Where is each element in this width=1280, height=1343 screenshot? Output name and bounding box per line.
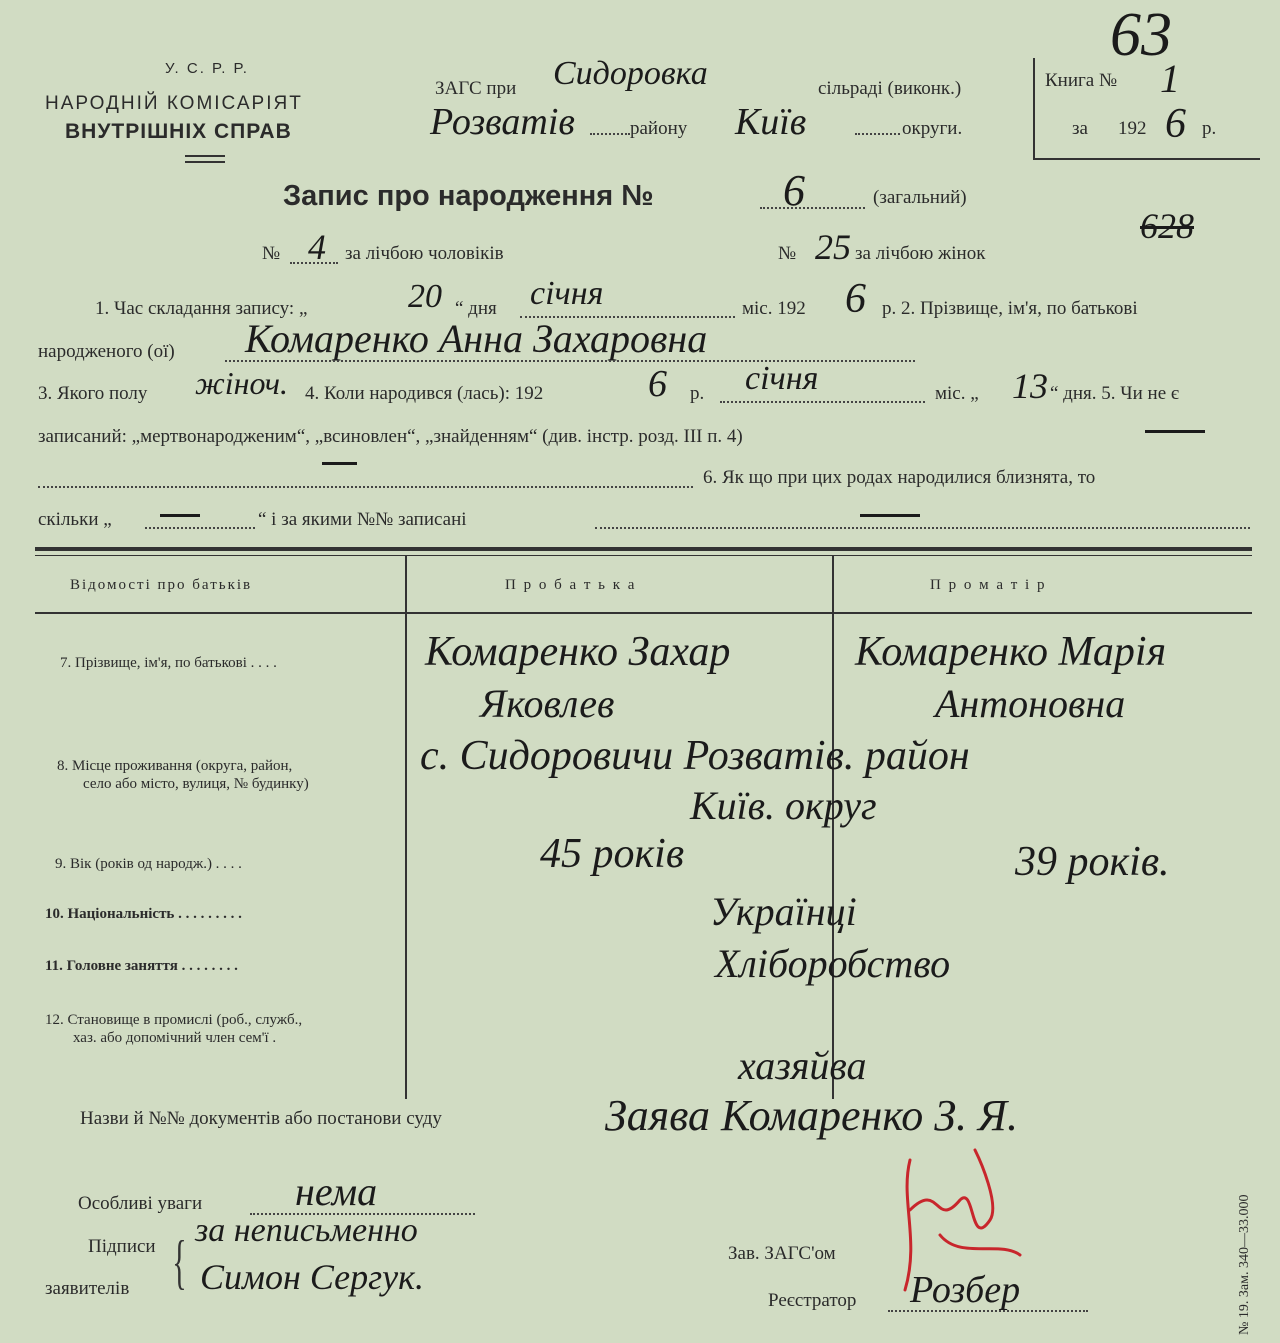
col-header-mother: П р о м а т і р — [930, 577, 1047, 593]
table-header-rule — [35, 612, 1252, 614]
occupation-hw: Хліборобство — [715, 941, 951, 986]
father-name-hw: Комаренко Захар — [425, 629, 731, 675]
zags-prefix: ЗАГС при — [435, 78, 517, 99]
notes-label: Особливі уваги — [78, 1193, 203, 1214]
record-month-hw: січня — [530, 275, 604, 312]
commissariat-line2: ВНУТРІШНІХ СПРАВ — [65, 120, 292, 143]
year-value: 192 — [1118, 118, 1147, 139]
status-hw: хазяйва — [738, 1043, 867, 1088]
line2-label: народженого (ої) — [38, 341, 175, 362]
zags-suffix: сільраді (виконк.) — [818, 78, 962, 99]
row-7-label: 7. Прізвище, ім'я, по батькові . . . . — [60, 655, 277, 671]
registrar-label: Реєстратор — [768, 1290, 857, 1311]
residence-okrug-hw: Київ. округ — [690, 783, 877, 828]
row-8-label-cont: село або місто, вулиця, № будинку) — [83, 776, 309, 792]
dash-mark — [1145, 430, 1205, 433]
okrug-suffix: округи. — [902, 118, 963, 139]
signature-2-hw: Симон Сергук. — [200, 1257, 424, 1297]
documents-label: Назви й №№ документів або постанови суду — [80, 1108, 442, 1129]
table-top-rule — [35, 547, 1252, 551]
commissariat-line1: НАРОДНІЙ КОМІСАРІЯТ — [45, 93, 303, 114]
row-11-label: 11. Головне заняття . . . . . . . . — [45, 958, 238, 974]
mother-patronymic-hw: Антоновна — [935, 681, 1126, 726]
documents-hw: Заява Комаренко З. Я. — [605, 1091, 1018, 1140]
sex-hw: жіноч. — [195, 365, 288, 401]
birth-year-hw: 6 — [648, 363, 667, 405]
header-divider — [185, 161, 225, 163]
men-no-label: № — [262, 243, 281, 264]
record-number-hw: 6 — [783, 166, 805, 215]
line3-part1: 3. Якого полу — [38, 383, 148, 404]
table-top-rule-thin — [35, 555, 1252, 556]
line1-part4: р. 2. Прізвище, ім'я, по батькові — [882, 298, 1138, 319]
mother-age-hw: 39 років. — [1015, 839, 1170, 885]
record-year-hw: 6 — [845, 276, 866, 322]
men-count-hw: 4 — [308, 227, 326, 267]
line4-label: записаний: „мертвонародженим“, „всиновлен“, „знайденням“ (див. інстр. розд. III п. 4) — [38, 426, 743, 447]
dash-mark — [322, 462, 357, 465]
birth-day-hw: 13 — [1012, 366, 1048, 406]
women-count-hw: 25 — [815, 227, 851, 267]
okrug-hw: Київ — [735, 101, 807, 143]
row-8-label: 8. Місце проживання (округа, район, — [57, 758, 293, 774]
header-divider — [185, 155, 225, 157]
year-suffix: р. — [1202, 118, 1217, 139]
father-age-hw: 45 років — [540, 831, 685, 877]
signatures-label: Підписи — [88, 1236, 156, 1257]
women-no-label: № — [778, 243, 797, 264]
row-12-label-cont: хаз. або допомічний член сем'ї . — [73, 1030, 277, 1046]
record-title: Запис про народження № — [283, 180, 654, 212]
record-day-hw: 20 — [408, 278, 442, 315]
residence-hw: с. Сидоровичи Розватів. район — [420, 733, 970, 779]
head-label: Зав. ЗАГС'ом — [728, 1243, 836, 1264]
district-hw: Розватів — [430, 101, 575, 143]
men-label: за лічбою чоловіків — [345, 243, 504, 264]
col-header-father: П р о б а т ь к а — [505, 577, 637, 593]
signatures-label-cont: заявителів — [45, 1278, 130, 1299]
year-prefix: за — [1072, 118, 1088, 139]
book-number-hw: 1 — [1160, 56, 1180, 101]
book-year-hw: 6 — [1165, 101, 1186, 147]
row-10-label: 10. Національність . . . . . . . . . — [45, 906, 242, 922]
print-mark: № 19. Зам. 340—33.000 — [1237, 1194, 1252, 1335]
line3-part3: р. — [690, 383, 705, 404]
mother-name-hw: Комаренко Марія — [855, 629, 1167, 675]
women-label: за лічбою жінок — [855, 243, 986, 264]
notes-hw: нема — [295, 1169, 378, 1214]
row-12-label: 12. Становище в промислі (роб., служб., — [45, 1012, 303, 1028]
bracket-mark: { — [172, 1229, 187, 1295]
village-hw: Сидоровка — [553, 55, 708, 92]
line1-part3: міс. 192 — [742, 298, 806, 319]
nationality-hw: Українці — [710, 889, 857, 934]
line6-part1: скільки „ — [38, 509, 112, 530]
line6-part2: “ і за якими №№ записані — [258, 509, 467, 530]
child-name-hw: Комаренко Анна Захаровна — [245, 316, 708, 361]
dash-mark — [860, 514, 920, 517]
state-label: У. С. Р. Р. — [165, 60, 249, 77]
dash-mark — [160, 514, 200, 517]
line1-part1: 1. Час складання запису: „ — [95, 298, 308, 319]
line3-part2: 4. Коли народився (лась): 192 — [305, 383, 544, 404]
book-label: Книга № — [1045, 70, 1118, 91]
title-suffix: (загальний) — [873, 187, 967, 208]
general-number-hw: 628 — [1140, 206, 1194, 246]
col-header-parents: Відомості про батьків — [70, 577, 253, 593]
red-signature — [880, 1140, 1030, 1300]
table-col-divider — [405, 556, 407, 1099]
district-suffix: району — [630, 118, 688, 139]
line3-part4: міс. „ — [935, 383, 979, 404]
line3-part5: “ дня. 5. Чи не є — [1050, 383, 1180, 404]
line1-part2: “ дня — [455, 298, 497, 319]
line5-label: 6. Як що при цих родах народилися близнята, то — [703, 467, 1096, 488]
birth-month-hw: січня — [745, 360, 819, 397]
father-patronymic-hw: Яковлев — [480, 681, 615, 726]
signature-1-hw: за неписьменно — [195, 1212, 418, 1249]
row-9-label: 9. Вік (років од народж.) . . . . — [55, 856, 242, 872]
registrar-signature-hw: Розбер — [910, 1269, 1021, 1311]
archive-number-hw: 63 — [1110, 1, 1172, 69]
